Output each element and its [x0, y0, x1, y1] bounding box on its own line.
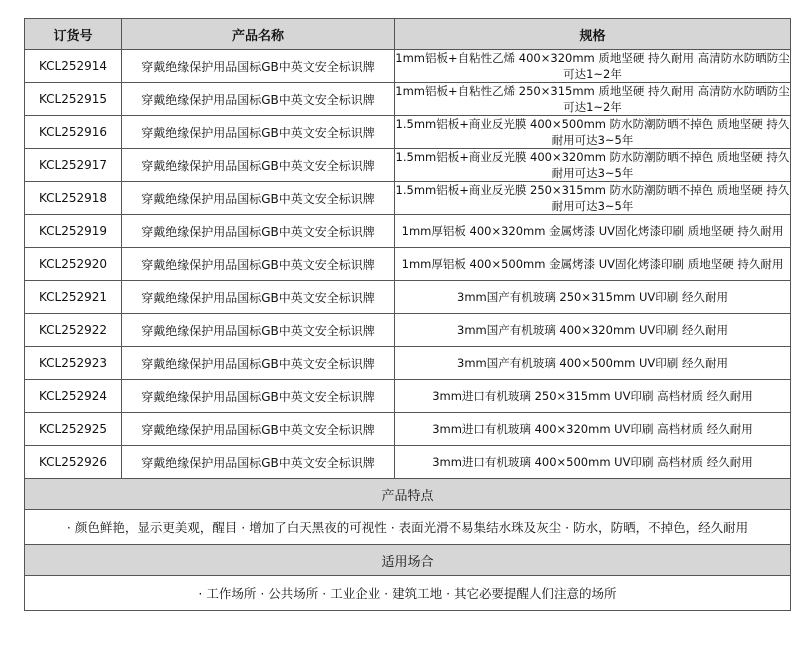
features-text: · 颜色鲜艳，显示更美观，醒目 · 增加了白天黑夜的可视性 · 表面光滑不易集结水珠及灰尘 · 防水，防晒，不掉色，经久耐用 — [25, 510, 791, 545]
order-number-cell: KCL252918 — [25, 182, 122, 215]
order-number-cell: KCL252920 — [25, 248, 122, 281]
table-body — [25, 50, 791, 479]
order-number-cell: KCL252922 — [25, 314, 122, 347]
table-row — [25, 50, 791, 83]
product-spec-table — [24, 18, 791, 611]
specification-cell: 3mm进口有机玻璃 400×500mm UV印刷 高档材质 经久耐用 — [395, 446, 791, 479]
order-number-cell: KCL252917 — [25, 149, 122, 182]
usage-title-row — [25, 545, 791, 576]
specification-cell: 1mm厚铝板 400×500mm 金属烤漆 UV固化烤漆印刷 质地坚硬 持久耐用 — [395, 248, 791, 281]
header-order-number: 订货号 — [25, 19, 122, 50]
specification-cell: 3mm国产有机玻璃 250×315mm UV印刷 经久耐用 — [395, 281, 791, 314]
product-name-cell: 穿戴绝缘保护用品国标GB中英文安全标识牌 — [122, 116, 395, 149]
product-name-cell: 穿戴绝缘保护用品国标GB中英文安全标识牌 — [122, 50, 395, 83]
table-row — [25, 314, 791, 347]
table-row — [25, 116, 791, 149]
order-number-cell: KCL252925 — [25, 413, 122, 446]
specification-cell: 1.5mm铝板+商业反光膜 400×500mm 防水防潮防晒不掉色 质地坚硬 持久耐用可达3~5年 — [395, 117, 790, 147]
order-number-cell: KCL252914 — [25, 50, 122, 83]
product-name-cell: 穿戴绝缘保护用品国标GB中英文安全标识牌 — [122, 413, 395, 446]
header-product-name: 产品名称 — [122, 19, 395, 50]
table-row — [25, 83, 791, 116]
specification-cell: 3mm国产有机玻璃 400×500mm UV印刷 经久耐用 — [395, 347, 791, 380]
product-name-cell: 穿戴绝缘保护用品国标GB中英文安全标识牌 — [122, 314, 395, 347]
table-row — [25, 413, 791, 446]
product-name-cell: 穿戴绝缘保护用品国标GB中英文安全标识牌 — [122, 446, 395, 479]
usage-body-row — [25, 576, 791, 611]
table-row — [25, 215, 791, 248]
order-number-cell: KCL252916 — [25, 116, 122, 149]
product-name-cell: 穿戴绝缘保护用品国标GB中英文安全标识牌 — [122, 149, 395, 182]
specification-cell: 3mm进口有机玻璃 400×320mm UV印刷 高档材质 经久耐用 — [395, 413, 791, 446]
table-header-row — [25, 19, 791, 50]
product-name-cell: 穿戴绝缘保护用品国标GB中英文安全标识牌 — [122, 281, 395, 314]
specification-cell: 1.5mm铝板+商业反光膜 250×315mm 防水防潮防晒不掉色 质地坚硬 持久耐用可达3~5年 — [395, 183, 790, 213]
order-number-cell: KCL252926 — [25, 446, 122, 479]
table-row — [25, 281, 791, 314]
features-body-row — [25, 510, 791, 545]
product-name-cell: 穿戴绝缘保护用品国标GB中英文安全标识牌 — [122, 83, 395, 116]
header-specification: 规格 — [395, 19, 791, 50]
order-number-cell: KCL252924 — [25, 380, 122, 413]
table-row — [25, 446, 791, 479]
usage-text: · 工作场所 · 公共场所 · 工业企业 · 建筑工地 · 其它必要提醒人们注意的场所 — [25, 576, 791, 611]
table-row — [25, 380, 791, 413]
specification-cell: 1mm铝板+自粘性乙烯 250×315mm 质地坚硬 持久耐用 高清防水防晒防尘可达1~2年 — [395, 84, 790, 114]
order-number-cell: KCL252923 — [25, 347, 122, 380]
product-name-cell: 穿戴绝缘保护用品国标GB中英文安全标识牌 — [122, 248, 395, 281]
product-name-cell: 穿戴绝缘保护用品国标GB中英文安全标识牌 — [122, 380, 395, 413]
specification-cell: 3mm国产有机玻璃 400×320mm UV印刷 经久耐用 — [395, 314, 791, 347]
product-name-cell: 穿戴绝缘保护用品国标GB中英文安全标识牌 — [122, 182, 395, 215]
order-number-cell: KCL252919 — [25, 215, 122, 248]
specification-cell: 3mm进口有机玻璃 250×315mm UV印刷 高档材质 经久耐用 — [395, 380, 791, 413]
table-row — [25, 149, 791, 182]
product-name-cell: 穿戴绝缘保护用品国标GB中英文安全标识牌 — [122, 347, 395, 380]
specification-cell: 1mm厚铝板 400×320mm 金属烤漆 UV固化烤漆印刷 质地坚硬 持久耐用 — [395, 215, 791, 248]
table-row — [25, 248, 791, 281]
order-number-cell: KCL252921 — [25, 281, 122, 314]
specification-cell: 1.5mm铝板+商业反光膜 400×320mm 防水防潮防晒不掉色 质地坚硬 持久耐用可达3~5年 — [395, 150, 790, 180]
specification-cell: 1mm铝板+自粘性乙烯 400×320mm 质地坚硬 持久耐用 高清防水防晒防尘可达1~2年 — [395, 51, 790, 81]
usage-title: 适用场合 — [25, 545, 791, 576]
features-title-row — [25, 479, 791, 510]
order-number-cell: KCL252915 — [25, 83, 122, 116]
table-row — [25, 347, 791, 380]
product-name-cell: 穿戴绝缘保护用品国标GB中英文安全标识牌 — [122, 215, 395, 248]
table-row — [25, 182, 791, 215]
features-title: 产品特点 — [25, 479, 791, 510]
